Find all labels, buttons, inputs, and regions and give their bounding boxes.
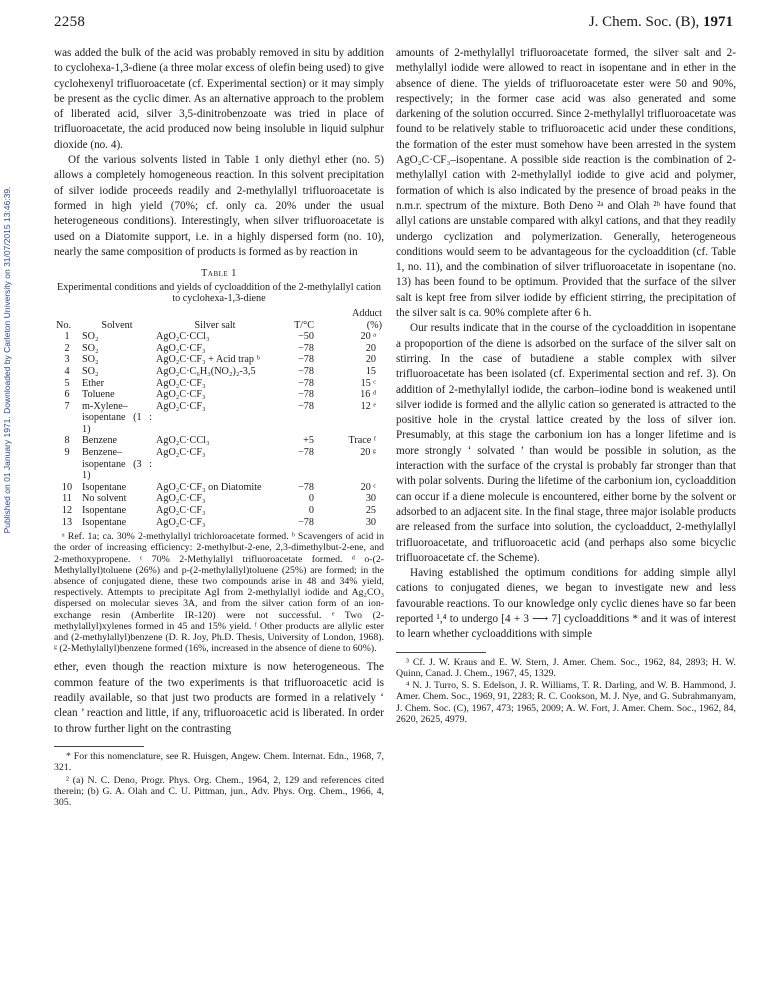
cell-solvent: Isopentane [82,516,127,528]
header-adduct-line2: (%) [366,319,382,331]
cell-solvent: Toluene [82,389,115,401]
cell-temperature: −78 [298,400,314,412]
cell-temperature: −78 [298,354,314,366]
table-row [54,482,384,494]
header-adduct-line1: Adduct [352,307,382,319]
download-watermark [0,60,14,660]
cell-solvent: No solvent [82,493,127,505]
table-row [54,435,384,447]
running-header [54,14,733,38]
cell-no: 4 [64,365,70,377]
cell-silver-salt: AgO₂C·CF₃ [156,342,206,354]
journal-year: 1971 [703,14,733,30]
footnote-3: ³ Cf. J. W. Kraus and E. W. Stern, J. Amer. Chem. Soc., 1962, 84, 2893; H. W. Quinn, Canad. J. Chem., 1967, 45, 1329. [396,656,736,679]
table-body [54,331,384,528]
table-row [54,401,384,436]
right-column [396,46,736,726]
left-paragraph-2: Of the various solvents listed in Table 1 only diethyl ether (no. 5) allows a completely homogeneous reaction. In this solvent precipitation of silver iodide proceeds readily and 2-methylallyl trifluoroacetate is formed in high yield (70%; cf. only ca. 20% under the usual heterogeneous conditions). Interestingly, when silver trifluoroacetate is used on a Diatomite support, i.e. in a highly dispersed form (no. 10), nearly the same composition of products is formed as by reaction in [54,154,384,258]
cell-temperature: −78 [298,365,314,377]
table-row [54,493,384,505]
cell-no: 10 [61,481,73,493]
table-description: Experimental conditions and yields of cycloaddition of the 2-methylallyl cation to cyclohexa-1,3-diene [57,281,381,305]
table-notes [54,531,384,654]
cell-temperature: −78 [298,516,314,528]
header-temperature: T/°C [294,319,314,331]
cell-adduct: 20 ᵃ [360,331,376,343]
table-caption: Table 1 [201,268,237,280]
cell-silver-salt: AgO₂C·CF₃ [156,447,206,459]
cell-adduct: 25 [365,505,376,517]
cell-temperature: −78 [298,377,314,389]
cell-temperature: 0 [308,493,314,505]
table-row [54,517,384,529]
right-paragraph-1: amounts of 2-methylallyl trifluoroacetate formed, the silver salt and 2-methylallyl iodide were allowed to react in isopentane and in ether in the absence of diene. The yields of trifluoroacetate ester were 50 and 90%, respectively; in the former case acid was also generated and some darkening of the solution occurred. Since 2-methylallyl trifluoroacetate was found to be relatively stable to trifluoroacetic acid under these conditions, the formation of the ester must somehow have been arrested in the system AgO₂C·CF₃–isopentane. A possible side reaction is the combination of 2-methylallyl cation with 2-methylallyl iodide to give acid and polymer, formation of which is also indicated by the presence of broad peaks in the n.m.r. spectrum of the mixture. Both Deno ²ᵃ and Olah ²ᵇ have found that allyl cations are unstable compared with alkyl cations, and that they readily undergo cyclization and polymerization. Generally, heterogeneous conditions would seem to be advantageous for the cycloaddition (cf. Table 1, no. 11), and the combination of silver trifluoroacetate in isopentane (no. 13) has been found to be optimum. Provided that the surface of the silver salt is kept free from silver iodide by efficient stirring, the precipitation of the silver salt is ca. 90% complete after 6 h. [396,47,736,320]
cell-solvent: Isopentane [82,505,127,517]
cell-solvent: Benzene [82,435,118,447]
cell-solvent: Ether [82,377,105,389]
cell-solvent: SO₂ [82,365,99,377]
table-row [54,447,384,482]
header-no: No. [56,319,71,331]
cell-temperature: 0 [308,505,314,517]
cell-no: 5 [64,377,70,389]
cell-solvent: Benzene–isopentane (3 : 1) [82,447,152,482]
cell-no: 2 [64,342,70,354]
cell-no: 8 [64,435,70,447]
cell-no: 1 [64,331,70,343]
cell-temperature: −78 [298,447,314,459]
left-column [54,46,384,809]
table-header-row [54,308,384,331]
table-row [54,389,384,401]
table-row [54,378,384,390]
cell-no: 11 [62,493,72,505]
journal-name: J. Chem. Soc. (B), [588,14,700,30]
cell-adduct: 20 [365,342,376,354]
cell-silver-salt: AgO₂C·CF₃ + Acid trap ᵇ [156,354,260,366]
footnote-2: ² (a) N. C. Deno, Progr. Phys. Org. Chem., 1964, 2, 129 and references cited therein; (b) G. A. Olah and C. U. Pittman, jun., Adv. Phys. Org. Chem., 1966, 4, 305. [54,774,384,809]
table-row [54,343,384,355]
cell-solvent: Isopentane [82,481,127,493]
table-grid [54,308,384,528]
left-footnotes [54,751,384,808]
left-paragraph-1: was added the bulk of the acid was probably removed in situ by addition to cyclohexa-1,3-diene (a three molar excess of olefin being used) to give cyclohexenyl trifluoroacetate (cf. Experimental section) or it may simply be present as the cyclic dimer. As an alternative approach to the problem of liberated acid, silver 3,5-dinitrobenzoate was tried in place of trifluoroacetate, the acid produced now being insoluble in liquid sulphur dioxide (no. 4). [54,47,384,151]
header-adduct [316,308,384,331]
footnote-rule-right [396,652,486,653]
table-row [54,331,384,343]
cell-silver-salt: AgO₂C·C₆H₃(NO₂)₂-3,5 [156,365,256,377]
cell-adduct: 15 ᶜ [360,377,376,389]
cell-silver-salt: AgO₂C·CF₃ [156,389,206,401]
cell-adduct: 15 [365,365,376,377]
cell-adduct: 12 ᵉ [360,400,376,412]
cell-temperature: −50 [298,331,314,343]
left-paragraph-3: ether, even though the reaction mixture is now heterogeneous. The common feature of the two experiments is that trifluoroacetic acid is readily available, so that just two products are formed in a relatively ‘ clean ’ reaction and little, if any, trifluoroacetic acid is liberated. In order to throw further light on the contrasting [54,661,384,735]
cell-no: 6 [64,389,70,401]
cell-adduct: 20 ᶜ [360,481,376,493]
cell-solvent: SO₂ [82,354,99,366]
table-row [54,354,384,366]
page-number: 2258 [54,14,86,30]
cell-temperature: −78 [298,342,314,354]
cell-silver-salt: AgO₂C·CCl₃ [156,331,210,343]
cell-solvent: SO₂ [82,342,99,354]
cell-temperature: −78 [298,389,314,401]
cell-solvent: SO₂ [82,331,99,343]
cell-no: 12 [61,505,73,517]
download-watermark-text: Published on 01 January 1971. Downloaded by Carleton University on 31/07/2015 13:46:39. [2,186,12,534]
header-silver-salt: Silver salt [194,319,236,331]
journal-citation [589,14,733,31]
right-paragraph-3: Having established the optimum conditions for adding simple allyl cations to conjugated dienes, we began to investigate new and less favourable reactions. To our knowledge only cyclic dienes have so far been reported ¹,⁴ to undergo [4 + 3 ⟶ 7] cycloadditions * and it was of interest to learn whether cycloadditions with simple [396,567,736,641]
cell-adduct: 20 ᵍ [360,447,376,459]
table-1 [54,268,384,654]
cell-no: 13 [61,516,73,528]
header-solvent: Solvent [101,319,133,331]
cell-adduct: 20 [365,354,376,366]
right-paragraph-2: Our results indicate that in the course of the cycloaddition in isopentane a propoportion of the diene is adsorbed on the surface of the silver salt on stirring. In the case of butadiene a stable complex with silver trifluoroacetate has been isolated (cf. Experimental section and ref. 3). On addition of 2-methylallyl iodide, the carbon–iodine bond is weakened until silver iodide is formed and the allylic cation so generated is attracted to the positive hole in the crystal lattice created by the loss of silver ion. Presumably, at this stage the carbonium ion has a longer lifetime and is more strongly ‘ solvated ’ than would be possible in solution, as the interaction with the surface of the crystal is probably far stronger than that with polar solvents. During the lifetime of the carbonium ion, cycloaddition can occur if a diene molecule is encountered, either borne by the solvent or adsorbed to an adjacent site. In the final stage, three major isolable products are released from the surface into solution, the cycloadduct, 2-methylallyl trifluoroacetate, and trifluoroacetic acid (and perhaps also some bicyclic trifluoroacetate cf. the Scheme). [396,322,736,564]
footnote-rule [54,746,144,747]
cell-silver-salt: AgO₂C·CF₃ [156,400,206,412]
cell-temperature: −78 [298,481,314,493]
cell-adduct: 30 [365,493,376,505]
cell-adduct: 16 ᵈ [360,389,376,401]
cell-solvent: m-Xylene–isopentane (1 : 1) [82,400,152,435]
cell-silver-salt: AgO₂C·CF₃ [156,377,206,389]
cell-silver-salt: AgO₂C·CF₃ [156,505,206,517]
cell-adduct: Trace ᶠ [348,435,376,447]
table-notes-text: ᵃ Ref. 1a; ca. 30% 2-methylallyl trichloroacetate formed. ᵇ Scavengers of acid in the order of increasing efficiency: 2-methylbut-2-ene, 2,3-dimethylbut-2-ene, and 2-methoxypropene. ᶜ 70% 2-Methylallyl trifluoroacetate formed. ᵈ o-(2-Methylallyl)toluene (26%) and p-(2-methylallyl)toluene (25%) are formed; in the absence of conjugated diene, these two compounds arise in 48 and 34% yield, respectively. Attempts to precipitate AgI from 2-methylallyl iodide and Ag₂CO₃ dispersed on molecular sieves 3A, and from the silver cation form of an ion-exchange resin (Amberlite IR-120) were not successful. ᵉ Two (2-methylallyl)xylenes formed in 45 and 15% yield. ᶠ Other products are allylic ester and (2-methylallyl)benzene (D. R. Joy, Ph.D. Thesis, University of London, 1968). ᵍ (2-Methylallyl)benzene formed (16%, increased in the absence of diene to 60%). [54,531,384,655]
footnote-star: * For this nomenclature, see R. Huisgen, Angew. Chem. Internat. Edn., 1968, 7, 321. [54,750,384,774]
cell-temperature: +5 [303,435,314,447]
cell-silver-salt: AgO₂C·CF₃ [156,493,206,505]
cell-adduct: 30 [365,516,376,528]
cell-no: 3 [64,354,70,366]
footnote-4: ⁴ N. J. Turro, S. S. Edelson, J. R. Williams, T. R. Darling, and W. B. Hammond, J. Amer. Chem. Soc., 1969, 91, 2283; R. C. Cookson, M. J. Nye, and G. Subrahmanyam, J. Chem. Soc. (C), 1967, 473; 1965, 2009; A. W. Fort, J. Amer. Chem. Soc., 1962, 84, 2620, 2625, 4979. [396,680,736,726]
cell-no: 7 [64,400,70,412]
cell-no: 9 [64,447,70,459]
cell-silver-salt: AgO₂C·CCl₃ [156,435,210,447]
cell-silver-salt: AgO₂C·CF₃ [156,516,206,528]
right-footnotes [396,657,736,726]
table-row [54,366,384,378]
table-row [54,505,384,517]
cell-silver-salt: AgO₂C·CF₃ on Diatomite [156,481,262,493]
